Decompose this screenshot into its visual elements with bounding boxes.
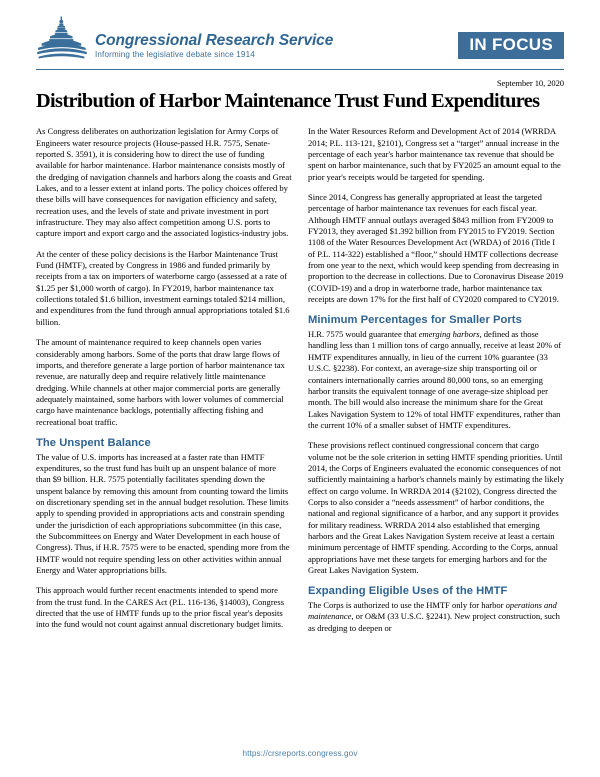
crs-brand-title: Congressional Research Service (95, 31, 334, 49)
header-divider (36, 69, 564, 70)
paragraph: This approach would further recent enactments intended to spend more from the trust fund. In the CARES Act (P.L. 116-136, §14003), Congress directed that the use of HMTF funds up to the prior fiscal year's deposits into the fund would not count against annual discretionary budget limits. (36, 585, 285, 630)
in-focus-badge: IN FOCUS (458, 32, 564, 59)
document-date: September 10, 2020 (496, 78, 564, 88)
right-column (308, 126, 564, 634)
emphasis-text: emerging harbors (418, 329, 480, 340)
footer-url[interactable]: https://crsreports.congress.gov (242, 749, 358, 758)
paragraph: These provisions reflect continued congressional concern that cargo volume not be the sole criterion in setting HMTF spending priorities. Until 2014, the Corps of Engineers evaluated the economic consequences of not sufficiently maintaining a harbor's channels mainly by estimating the likely effect on cargo volume. In WRRDA 2014 (§2102), Congress directed the Corps to also consider a “needs assessment” of harbor conditions, the national and regional significance of a harbor, and any support it provides for military readiness. WRRDA 2014 also established that emerging harbors and the Great Lakes Navigation System receive at least a certain minimum percentage of HMTF spending. According to the Corps, annual appropriations have met these targets for emerging harbors and for the Great Lakes Navigation System. (308, 440, 564, 575)
crs-capitol-dome-logo (36, 16, 88, 62)
section-heading-minimum-percentages: Minimum Percentages for Smaller Ports (308, 314, 522, 327)
paragraph-text: The Corps is authorized to use the HMTF only for harbor (308, 600, 506, 610)
paragraph: In the Water Resources Reform and Development Act of 2014 (WRRDA 2014; P.L. 113-121, §2101), Congress set a “target” annual increase in the percentage of each year's harbor maintenance tax revenue that should be spent on harbor maintenance, such that by FY2025 an amount equal to the prior year's receipts would be targeted for spending. (308, 126, 561, 182)
paragraph-text: , or O&M (33 U.S.C. §2241). New project construction, such as dredging to deepen or (308, 611, 560, 633)
section-heading-expanding-eligible-uses: Expanding Eligible Uses of the HMTF (308, 585, 508, 598)
masthead (36, 0, 564, 62)
paragraph: The amount of maintenance required to keep channels open varies considerably among harbors. Some of the ports that draw large flows of imports, and therefore generate a large portion of harbor maintenance tax revenue, are naturally deep and require relatively little maintenance dredging. While channels at other major commercial ports are generally adequately maintained, some harbors with lower volumes of commercial cargo have maintenance backlogs, potentially affecting fishing and recreational boat traffic. (36, 337, 285, 427)
paragraph: At the center of these policy decisions is the Harbor Maintenance Trust Fund (HMTF), created by Congress in 1986 and funded primarily by receipts from a tax on importers of waterborne cargo (assessed at a rate of $1.25 per $1,000 worth of cargo). In FY2019, harbor maintenance tax collections totaled $1.6 billion, investment earnings totaled $214 million, and expenditures from the fund through annual appropriations totaled $1.6 billion. (36, 248, 290, 327)
crs-brand-text (95, 33, 333, 62)
paragraph: The value of U.S. imports has increased at a faster rate than HMTF expenditures, so the trust fund has built up an unspent balance of more than $9 billion. H.R. 7575 potentially facilitates spending down the unspent balance by removing this amount from counting toward the limits on discretionary spending set in the annual budget resolution. These limits apply to spending provided in appropriations acts and constrain spending under the jurisdiction of each appropriations subcommittee (in this case, the Subcommittees on Energy and Water Development in each house of Congress). Thus, if H.R. 7575 were to be enacted, spending more from the HMTF would not require spending less on other activities within annual Energy and Water appropriations bills. (36, 451, 290, 575)
paragraph (308, 329, 564, 431)
section-heading-unspent-balance: The Unspent Balance (36, 436, 151, 449)
paragraph-text: , defined as those handling less than 1 million tons of cargo annually, receive at least 20% of HMTF expenditures annually, in lieu of the current 10% guarantee (33 U.S.C. §2238). For context, an average-size ship transporting oil or containers internationally carries around 80,000 tons, so an emerging harbor transits the equivalent tonnage of one average-size shipload per month. The bill would also increase the minimum share for the Great Lakes Navigation System to 12% of total HMTF expenditures, rather than the current 10% of a smaller subset of HMTF expenditures. (308, 329, 562, 430)
paragraph-text: H.R. 7575 would guarantee that (308, 329, 419, 340)
left-column (36, 126, 292, 634)
page-title: Distribution of Harbor Maintenance Trust Fund Expenditures (36, 90, 540, 112)
body-columns (36, 126, 564, 634)
paragraph (308, 600, 564, 634)
emphasis-text: operations and maintenance (308, 600, 557, 622)
crs-brand-tagline: Informing the legislative debate since 1914 (95, 49, 255, 59)
paragraph: As Congress deliberates on authorization legislation for Army Corps of Engineers water resource projects (House-passed H.R. 7575, Senate-reported S. 3591), it is considering how to direct the use of funding available for harbor maintenance. Harbor maintenance consists mostly of the dredging of navigation channels and harbors along the coasts and Great Lakes, and to a lesser extent at inland ports. The policy choices offered by these bills will have consequences for navigation efficiency and safety, recreation uses, and the levels of state and private investment in port infrastructure. They may also affect competition among U.S. ports to capture import and export cargo and the associated logistics-industry jobs. (36, 126, 292, 239)
crs-brand (36, 16, 333, 62)
paragraph: Since 2014, Congress has generally appropriated at least the targeted percentage of harbor maintenance tax revenues for each fiscal year. Although HMTF annual outlays averaged $843 million from FY2009 to FY2013, they averaged $1.392 billion from FY2015 to FY2019. Section 1108 of the Water Resources Development Act (WRDA) of 2016 (Title I of P.L. 114-322) established a “floor,” should HMTF collections decrease from one year to the next, which would keep spending from decreasing in proportion to the decrease in collections. Due to Coronavirus Disease 2019 (COVID-19) and a drop in waterborne trade, harbor maintenance tax receipts are down 17% for the first half of CY2020 compared to CY2019. (308, 192, 564, 305)
